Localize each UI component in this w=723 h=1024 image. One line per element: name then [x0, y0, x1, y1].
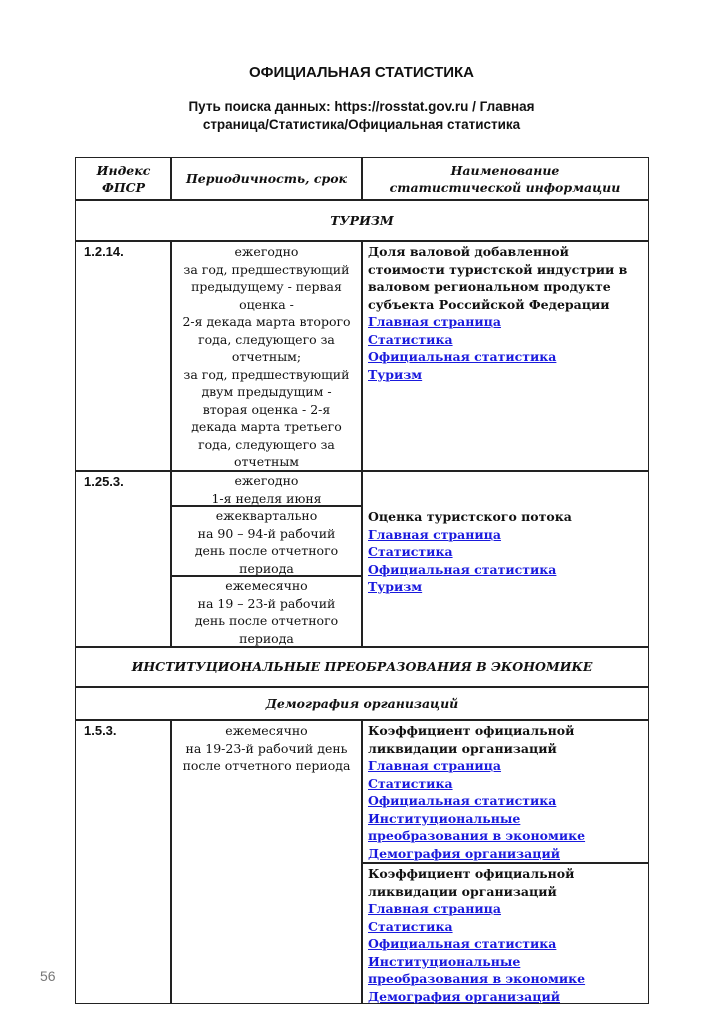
link-tourism[interactable]: Туризм: [368, 579, 423, 594]
link-demography[interactable]: Демография организаций: [368, 845, 561, 861]
link-main-page[interactable]: Главная страница: [368, 758, 502, 773]
row-period: ежегодно 1-я неделя июня: [170, 470, 363, 507]
row-index: 1.25.3.: [75, 470, 172, 648]
page-number: 56: [40, 968, 56, 984]
row-period: ежемесячно на 19 – 23-й рабочий день после отчетного периода: [170, 575, 363, 648]
link-main-page[interactable]: Главная страница: [368, 901, 502, 916]
link-statistics[interactable]: Статистика: [368, 331, 453, 347]
row-period: ежегодно за год, предшествующий предыдущему - первая оценка - 2-я декада марта второго года, следующего за отчетным; за год, предшествующий двум предыдущим - вторая оценка - 2-я декада марта третьего года, следующего за отчетным: [170, 240, 363, 472]
link-institutional[interactable]: Институциональные преобразования в экономике: [368, 953, 586, 986]
link-official-statistics[interactable]: Официальная статистика: [368, 561, 557, 577]
header-name: Наименование статистической информации: [361, 157, 649, 201]
link-official-statistics[interactable]: Официальная статистика: [368, 936, 557, 951]
link-statistics[interactable]: Статистика: [368, 918, 453, 934]
link-main-page[interactable]: Главная страница: [368, 526, 502, 542]
row-name-cell: [361, 240, 649, 472]
stat-name: Доля валовой добавленной стоимости туристской индустрии в валовом региональном продукте субъекта Российской Федерации: [368, 244, 628, 312]
link-main-page[interactable]: Главная страница: [368, 314, 502, 329]
stat-name: Коэффициент официальной ликвидации организаций: [368, 723, 575, 756]
link-institutional[interactable]: Институциональные преобразования в экономике: [368, 810, 586, 843]
section-institutional: ИНСТИТУЦИОНАЛЬНЫЕ ПРЕОБРАЗОВАНИЯ В ЭКОНОМИКЕ: [75, 646, 649, 688]
link-demography[interactable]: Демография организаций: [368, 988, 561, 1004]
link-statistics[interactable]: Статистика: [368, 544, 453, 559]
row-name-cell: [361, 719, 649, 864]
link-statistics[interactable]: Статистика: [368, 775, 453, 791]
link-official-statistics[interactable]: Официальная статистика: [368, 793, 557, 808]
row-period: ежемесячно на 19-23-й рабочий день после отчетного периода: [170, 719, 363, 1004]
row-index: 1.2.14.: [75, 240, 172, 472]
row-name-cell: [361, 470, 649, 648]
row-period: ежеквартально на 90 – 94-й рабочий день после отчетного периода: [170, 505, 363, 577]
stat-name: Оценка туристского потока: [368, 509, 572, 524]
data-search-path: Путь поиска данных: https://rosstat.gov.ru / Главная страница/Статистика/Официальная статистика: [188, 99, 535, 132]
link-tourism[interactable]: Туризм: [368, 366, 423, 382]
row-index: 1.5.3.: [75, 719, 172, 1004]
link-official-statistics[interactable]: Официальная статистика: [368, 349, 557, 364]
page-title: ОФИЦИАЛЬНАЯ СТАТИСТИКА: [248, 64, 475, 81]
stat-name: Коэффициент официальной ликвидации организаций: [368, 866, 575, 899]
header-period: Периодичность, срок: [170, 157, 363, 201]
row-name-cell: [361, 862, 649, 1004]
section-demography: Демография организаций: [75, 686, 649, 721]
header-index: Индекс ФПСР: [75, 157, 172, 201]
section-tourism: ТУРИЗМ: [75, 199, 649, 242]
